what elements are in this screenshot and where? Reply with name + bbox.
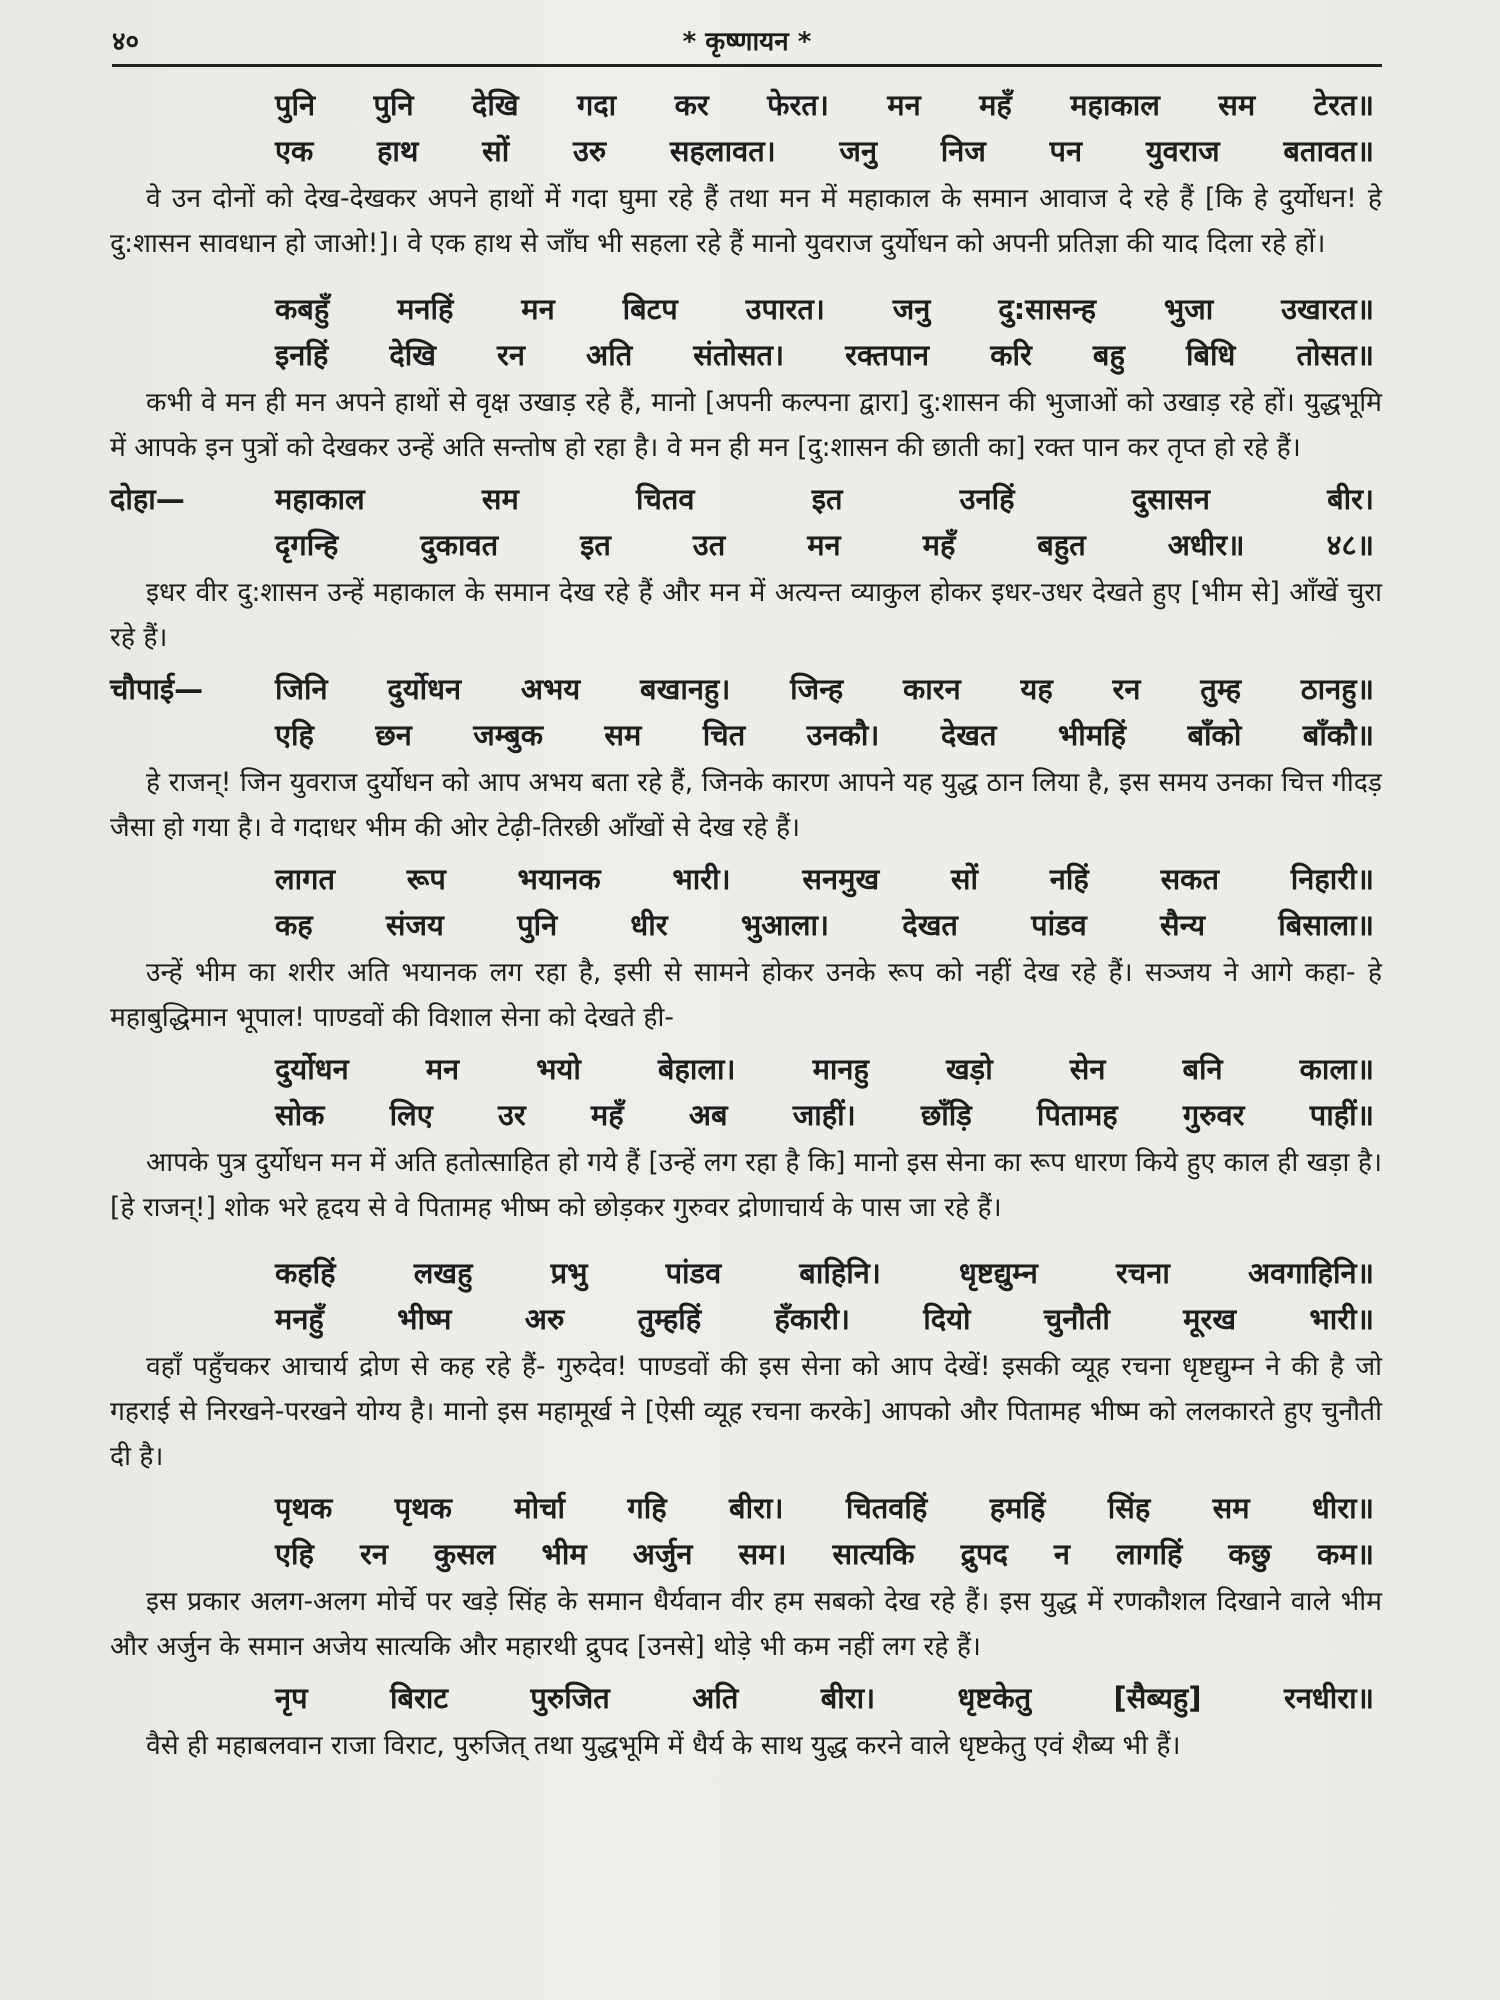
page-content — [110, 82, 1382, 1774]
verse-line: एक हाथ सों उरु सहलावत। जनु निज पन युवराज बतावत॥ — [275, 134, 1374, 168]
prose-paragraph: कभी वे मन ही मन अपने हाथों से वृक्ष उखाड़ रहे हैं, मानो [अपनी कल्पना द्वारा] दु:शासन की भुजाओं को उखाड़ रहे हों। युद्धभूमि में आपके इन पुत्रों को देखकर उन्हें अति सन्तोष हो रहा है। वे मन ही मन [दु:शासन की छाती का] रक्त पान कर तृप्त हो रहे हैं। — [110, 387, 1382, 463]
verse-line: पुनि पुनि देखि गदा कर फेरत। मन महँ महाकाल सम टेरत॥ — [275, 88, 1374, 122]
verse-label: दोहा— — [110, 482, 185, 516]
prose-paragraph: वैसे ही महाबलवान राजा विराट, पुरुजित् तथा युद्धभूमि में धैर्य के साथ युद्ध करने वाले धृष्टकेतु एवं शैब्य भी हैं। — [146, 1730, 1181, 1761]
verse-line: कबहुँ मनहिं मन बिटप उपारत। जनु दु:सासन्ह भुजा उखारत॥ — [275, 292, 1374, 326]
prose-paragraph: वे उन दोनों को देख-देखकर अपने हाथों में गदा घुमा रहे हैं तथा मन में महाकाल के समान आवाज दे रहे हैं [कि हे दुर्योधन! हे दु:शासन सावधान हो जाओ!]। वे एक हाथ से जाँघ भी सहला रहे हैं मानो युवराज दुर्योधन को अपनी प्रतिज्ञा की याद दिला रहे हों। — [110, 183, 1382, 259]
verse-line: पृथक पृथक मोर्चा गहि बीरा। चितवहिं हमहिं सिंह सम धीरा॥ — [275, 1491, 1374, 1525]
verse-line: सोक लिए उर महँ अब जाहीं। छाँड़ि पितामह गुरुवर पाहीं॥ — [275, 1098, 1374, 1132]
doha-block — [110, 476, 1382, 568]
verse-line: नृप बिराट पुरुजित अति बीरा। धृष्टकेतु [सैब्यहु] रनधीरा॥ — [275, 1681, 1374, 1715]
prose-paragraph: उन्हें भीम का शरीर अति भयानक लग रहा है, इसी से सामने होकर उनके रूप को नहीं देख रहे हैं। सञ्जय ने आगे कहा- हे महाबुद्धिमान भूपाल! पाण्डवों की विशाल सेना को देखते ही- — [110, 957, 1382, 1033]
verse-label: चौपाई— — [110, 672, 204, 706]
prose-paragraph: हे राजन्! जिन युवराज दुर्योधन को आप अभय बता रहे हैं, जिनके कारण आपने यह युद्ध ठान लिया है, इस समय उनका चित्त गीदड़ जैसा हो गया है। वे गदाधर भीम की ओर टेढ़ी-तिरछी आँखों से देख रहे हैं। — [110, 767, 1382, 843]
prose-paragraph: वहाँ पहुँचकर आचार्य द्रोण से कह रहे हैं- गुरुदेव! पाण्डवों की इस सेना को आप देखें! इसकी व्यूह रचना धृष्टद्युम्न ने की है जो गहराई से निरखने-परखने योग्य है। मानो इस महामूर्ख ने [ऐसी व्यूह रचना करके] आपको और पितामह भीष्म को ललकारते हुए चुनौती दी है। — [110, 1351, 1382, 1472]
prose-paragraph: इधर वीर दु:शासन उन्हें महाकाल के समान देख रहे हैं और मन में अत्यन्त व्याकुल होकर इधर-उधर देखते हुए [भीम से] आँखें चुरा रहे हैं। — [110, 577, 1382, 653]
running-title: * कृष्णायन * — [682, 27, 812, 57]
verse-line: कह संजय पुनि धीर भुआला। देखत पांडव सैन्य बिसाला॥ — [275, 908, 1374, 942]
verse-line: कहहिं लखहु प्रभु पांडव बाहिनि। धृष्टद्युम्न रचना अवगाहिनि॥ — [275, 1256, 1374, 1290]
verse-line: दुर्योधन मन भयो बेहाला। मानहु खड़ो सेन बनि काला॥ — [275, 1052, 1374, 1086]
verse-line: दोहा— महाकाल सम चितव इत उनहिं दुसासन बीर। — [110, 476, 1382, 522]
chaupai-block — [110, 666, 1382, 758]
verse-block — [110, 856, 1382, 948]
verse-line: एहि रन कुसल भीम अर्जुन सम। सात्यकि द्रुपद न लागहिं कछु कम॥ — [275, 1537, 1374, 1571]
verse-line: चौपाई— जिनि दुर्योधन अभय बखानहु। जिन्ह कारन यह रन तुम्ह ठानहु॥ — [110, 666, 1382, 712]
verse-line: एहि छन जम्बुक सम चित उनकौ। देखत भीमहिं बाँको बाँकौ॥ — [275, 718, 1374, 752]
verse-block — [110, 286, 1382, 378]
page-header — [112, 22, 1382, 67]
verse-line: मनहुँ भीष्म अरु तुम्हहिं हँकारी। दियो चुनौती मूरख भारी॥ — [275, 1302, 1374, 1336]
verse-line: दृगन्हि दुकावत इत उत मन महँ बहुत अधीर॥ ४८॥ — [275, 528, 1374, 562]
page-number: ४० — [112, 27, 140, 57]
prose-paragraph: आपके पुत्र दुर्योधन मन में अति हतोत्साहित हो गये हैं [उन्हें लग रहा है कि] मानो इस सेना का रूप धारण किये हुए काल ही खड़ा है। [हे राजन्!] शोक भरे हृदय से वे पितामह भीष्म को छोड़कर गुरुवर द्रोणाचार्य के पास जा रहे हैं। — [110, 1147, 1382, 1223]
verse-block — [110, 1675, 1382, 1721]
verse-block — [110, 1250, 1382, 1342]
prose-paragraph: इस प्रकार अलग-अलग मोर्चे पर खड़े सिंह के समान धैर्यवान वीर हम सबको देख रहे हैं। इस युद्ध में रणकौशल दिखाने वाले भीम और अर्जुन के समान अजेय सात्यकि और महारथी द्रुपद [उनसे] थोड़े भी कम नहीं लग रहे हैं। — [110, 1586, 1382, 1662]
verse-block — [110, 1046, 1382, 1138]
verse-block — [110, 1485, 1382, 1577]
verse-line: लागत रूप भयानक भारी। सनमुख सों नहिं सकत निहारी॥ — [275, 862, 1374, 896]
verse-block — [110, 82, 1382, 174]
verse-line: इनहिं देखि रन अति संतोसत। रक्तपान करि बहु बिधि तोसत॥ — [275, 338, 1374, 372]
